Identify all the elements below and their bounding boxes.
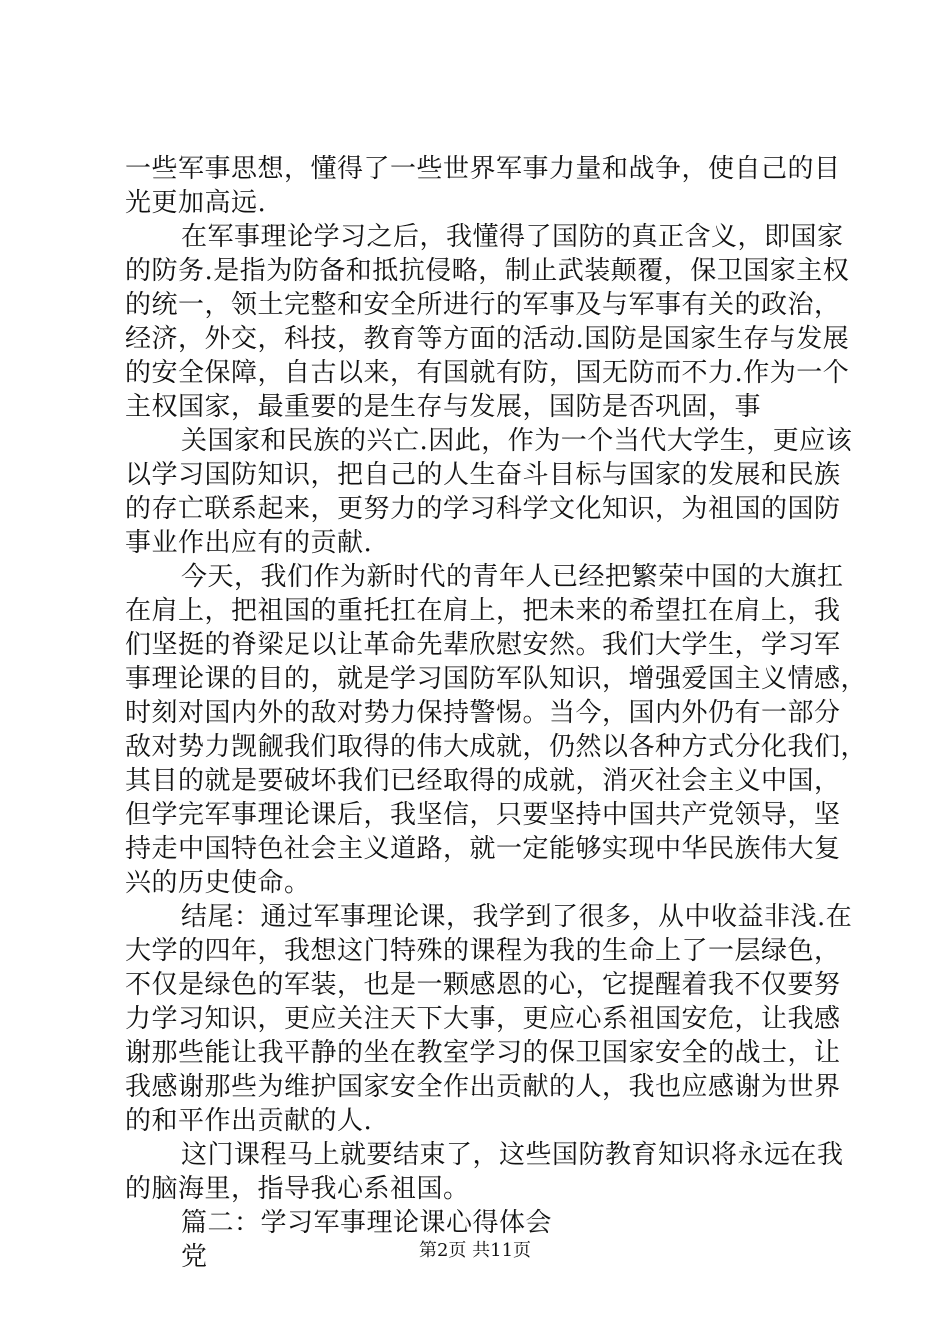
text-line: 我感谢那些为维护国家安全作出贡献的人，我也应感谢为世界 [125,1072,841,1102]
text-line: 篇二：学习军事理论课心得体会 [181,1208,553,1238]
text-line: 结尾：通过军事理论课，我学到了很多，从中收益非浅.在 [181,902,853,932]
text-line: 这门课程马上就要结束了，这些国防教育知识将永远在我 [181,1140,844,1170]
text-line: 的防务.是指为防备和抵抗侵略，制止武装颠覆，保卫国家主权 [125,256,850,286]
text-line: 但学完军事理论课后，我坚信，只要坚持中国共产党领导，坚 [125,800,841,830]
text-line: 们坚挺的脊梁足以让革命先辈欣慰安然。我们大学生，学习军 [125,630,841,660]
text-line: 主权国家，最重要的是生存与发展，国防是否巩固，事 [125,392,762,422]
text-line: 持走中国特色社会主义道路，就一定能够实现中华民族伟大复 [125,834,841,864]
text-line: 的和平作出贡献的人. [125,1106,373,1136]
text-line: 兴的历史使命。 [125,868,311,898]
document-body [125,152,868,1274]
text-line: 在肩上，把祖国的重托扛在肩上，把未来的希望扛在肩上，我 [125,596,841,626]
text-line: 以学习国防知识，把自己的人生奋斗目标与国家的发展和民族 [125,460,841,490]
text-line: 的安全保障，自古以来，有国就有防，国无防而不力.作为一个 [125,358,850,388]
text-line: 时刻对国内外的敌对势力保持警惕。当今，国内外仍有一部分 [125,698,841,728]
text-line: 的脑海里，指导我心系祖国。 [125,1174,470,1204]
text-line: 事理论课的目的，就是学习国防军队知识，增强爱国主义情感， [125,664,868,694]
text-line: 在军事理论学习之后，我懂得了国防的真正含义，即国家 [181,222,844,252]
text-line: 大学的四年，我想这门特殊的课程为我的生命上了一层绿色， [125,936,841,966]
text-line: 的统一，领土完整和安全所进行的军事及与军事有关的政治， [125,290,841,320]
text-line: 谢那些能让我平静的坐在教室学习的保卫国家安全的战士，让 [125,1038,841,1068]
text-line: 事业作出应有的贡献. [125,528,373,558]
text-line: 一些军事思想，懂得了一些世界军事力量和战争，使自己的目 [125,154,841,184]
text-line: 其目的就是要破坏我们已经取得的成就，消灭社会主义中国， [125,766,841,796]
text-line: 党 [181,1242,208,1272]
text-line: 光更加高远. [125,188,267,218]
text-line: 的存亡联系起来，更努力的学习科学文化知识，为祖国的国防 [125,494,841,524]
text-line: 敌对势力觊觎我们取得的伟大成就，仍然以各种方式分化我们， [125,732,868,762]
text-line: 经济，外交，科技，教育等方面的活动.国防是国家生存与发展 [125,324,850,354]
text-line: 今天，我们作为新时代的青年人已经把繁荣中国的大旗扛 [181,562,844,592]
page-footer: 第2页 共11页 [418,1240,532,1261]
text-line: 力学习知识，更应关注天下大事，更应心系祖国安危，让我感 [125,1004,841,1034]
text-line: 关国家和民族的兴亡.因此，作为一个当代大学生，更应该 [181,426,853,456]
text-line: 不仅是绿色的军装，也是一颗感恩的心，它提醒着我不仅要努 [125,970,841,1000]
